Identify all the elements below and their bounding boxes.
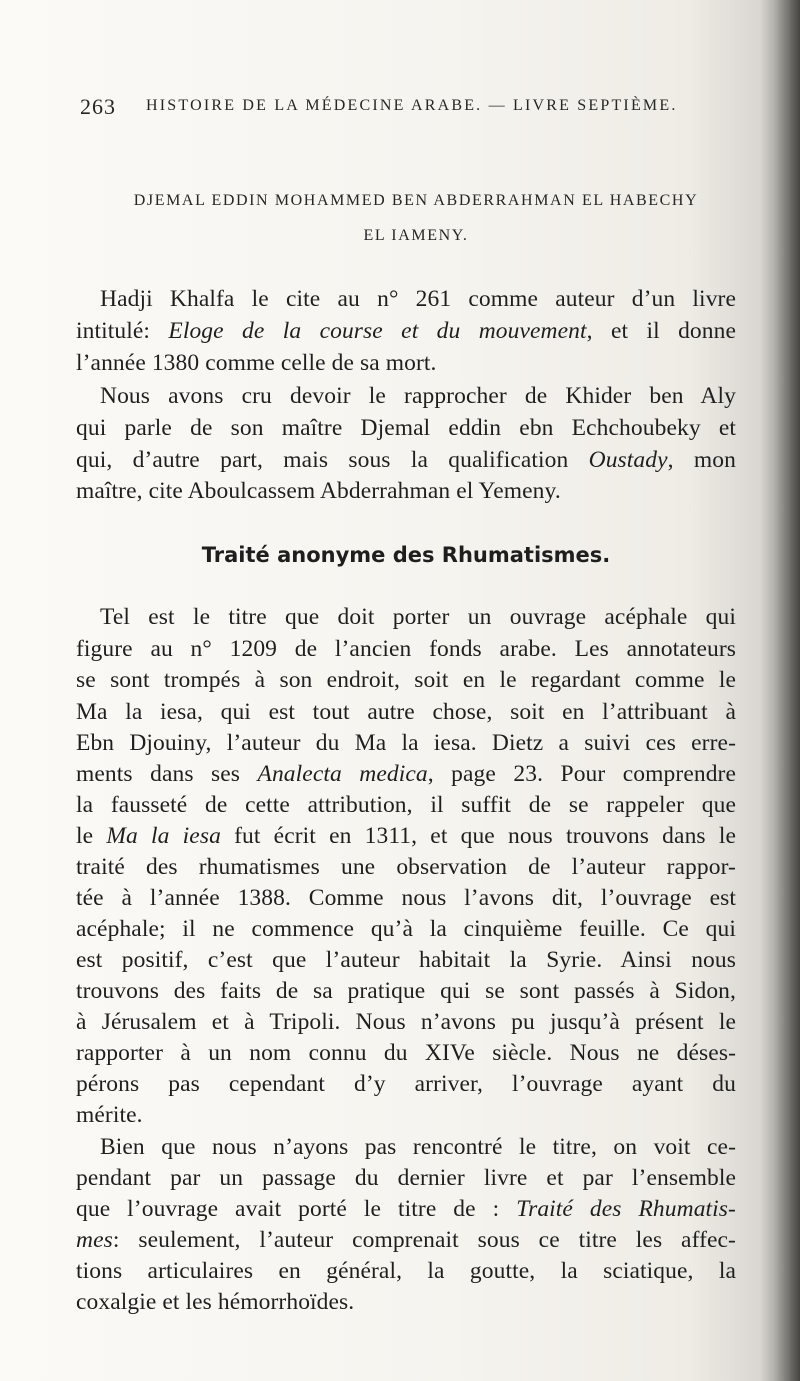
book-title: Analecta medica	[257, 761, 428, 787]
paragraph-1-line: l’année 1380 comme celle de sa mort.	[76, 350, 437, 376]
paragraph-3-line: trouvons des faits de sa pratique qui se sont passés à Sidon,	[76, 978, 736, 1004]
section-heading-line-1: DJEMAL EDDIN MOHAMMED BEN ABDERRAHMAN EL HABECHY	[133, 192, 699, 209]
subheading: Traité anonyme des Rhumatismes.	[201, 543, 611, 567]
text-segment: que l’ouvrage avait porté le titre de :	[76, 1196, 517, 1222]
text-segment: qui, d’autre part, mais sous la qualification	[76, 447, 589, 473]
paragraph-3-line: mérite.	[76, 1102, 143, 1128]
book-title: Traité des Rhumatis-	[516, 1196, 736, 1222]
paragraph-3-line: se sont trompés à son endroit, soit en le regardant comme le	[76, 667, 736, 693]
text-segment: , page 23. Pour comprendre	[427, 761, 736, 787]
paragraph-3-line: Tel est le titre que doit porter un ouvrage acéphale qui	[100, 604, 736, 630]
paragraph-1-line	[76, 318, 736, 350]
paragraph-3-line: Ebn Djouiny, l’auteur du Ma la iesa. Dietz a suivi ces erre-	[76, 730, 736, 756]
paragraph-3-line: à Jérusalem et à Tripoli. Nous n’avons pu jusqu’à présent le	[76, 1009, 736, 1035]
text-segment: ments dans ses	[76, 761, 258, 787]
section-heading-line-2: EL IAMENY.	[363, 227, 469, 244]
text-segment: , et il donne	[586, 318, 737, 344]
paragraph-3-line: tée à l’année 1388. Comme nous l’avons dit, l’ouvrage est	[76, 885, 736, 911]
paragraph-3-line: Ma la iesa, qui est tout autre chose, soit en l’attribuant à	[76, 699, 736, 725]
book-title: mes	[76, 1227, 113, 1253]
paragraph-3-line: pérons pas cependant d’y arriver, l’ouvrage ayant du	[76, 1071, 736, 1097]
paragraph-3-line	[76, 761, 736, 793]
text-segment: le	[76, 823, 107, 849]
paragraph-3-line: acéphale; il ne commence qu’à la cinquième feuille. Ce qui	[76, 916, 736, 942]
paragraph-3-line: la fausseté de cette attribution, il suffit de se rappeler que	[76, 792, 736, 818]
paragraph-2-line: Nous avons cru devoir le rapprocher de Khider ben Aly	[100, 383, 736, 409]
running-head-title: HISTOIRE DE LA MÉDECINE ARABE. — LIVRE SEPTIÈME.	[146, 97, 678, 114]
paragraph-4-line: Bien que nous n’ayons pas rencontré le titre, on voit ce-	[100, 1134, 736, 1160]
paragraph-2-line: maître, cite Aboulcassem Abderrahman el Yemeny.	[76, 478, 561, 504]
paragraph-4-line	[76, 1227, 736, 1259]
paragraph-3-line: rapporter à un nom connu du XIVe siècle. Nous ne déses-	[76, 1040, 736, 1066]
paragraph-2-line: qui parle de son maître Djemal eddin ebn Echchoubeky et	[76, 415, 736, 441]
text-segment: : seulement, l’auteur comprenait sous ce titre les affec-	[112, 1227, 736, 1253]
paragraph-2-line	[76, 447, 736, 479]
paragraph-4-line	[76, 1196, 736, 1228]
book-title: Ma la iesa	[106, 823, 221, 849]
paragraph-1-line: Hadji Khalfa le cite au n° 261 comme auteur d’un livre	[100, 286, 736, 312]
paragraph-4-line: coxalgie et les hémorrhoïdes.	[76, 1289, 355, 1315]
page-number: 263	[80, 94, 116, 119]
text-segment: intitulé:	[76, 318, 169, 344]
paragraph-3-line: est positif, c’est que l’auteur habitait la Syrie. Ainsi nous	[76, 947, 736, 973]
text-segment: fut écrit en 1311, et que nous trouvons dans le	[220, 823, 736, 849]
paragraph-3-line: traité des rhumatismes une observation de l’auteur rappor-	[76, 854, 736, 880]
paragraph-4-line: pendant par un passage du dernier livre et par l’ensemble	[76, 1165, 736, 1191]
text-segment: , mon	[667, 447, 736, 473]
running-head	[80, 94, 740, 124]
qualification: Oustady	[588, 447, 668, 473]
book-title: Eloge de la course et du mouvement	[168, 318, 587, 344]
paragraph-3-line: figure au n° 1209 de l’ancien fonds arabe. Les annotateurs	[76, 636, 736, 662]
paragraph-3-line	[76, 823, 736, 855]
paragraph-4-line: tions articulaires en général, la goutte, la sciatique, la	[76, 1258, 736, 1284]
